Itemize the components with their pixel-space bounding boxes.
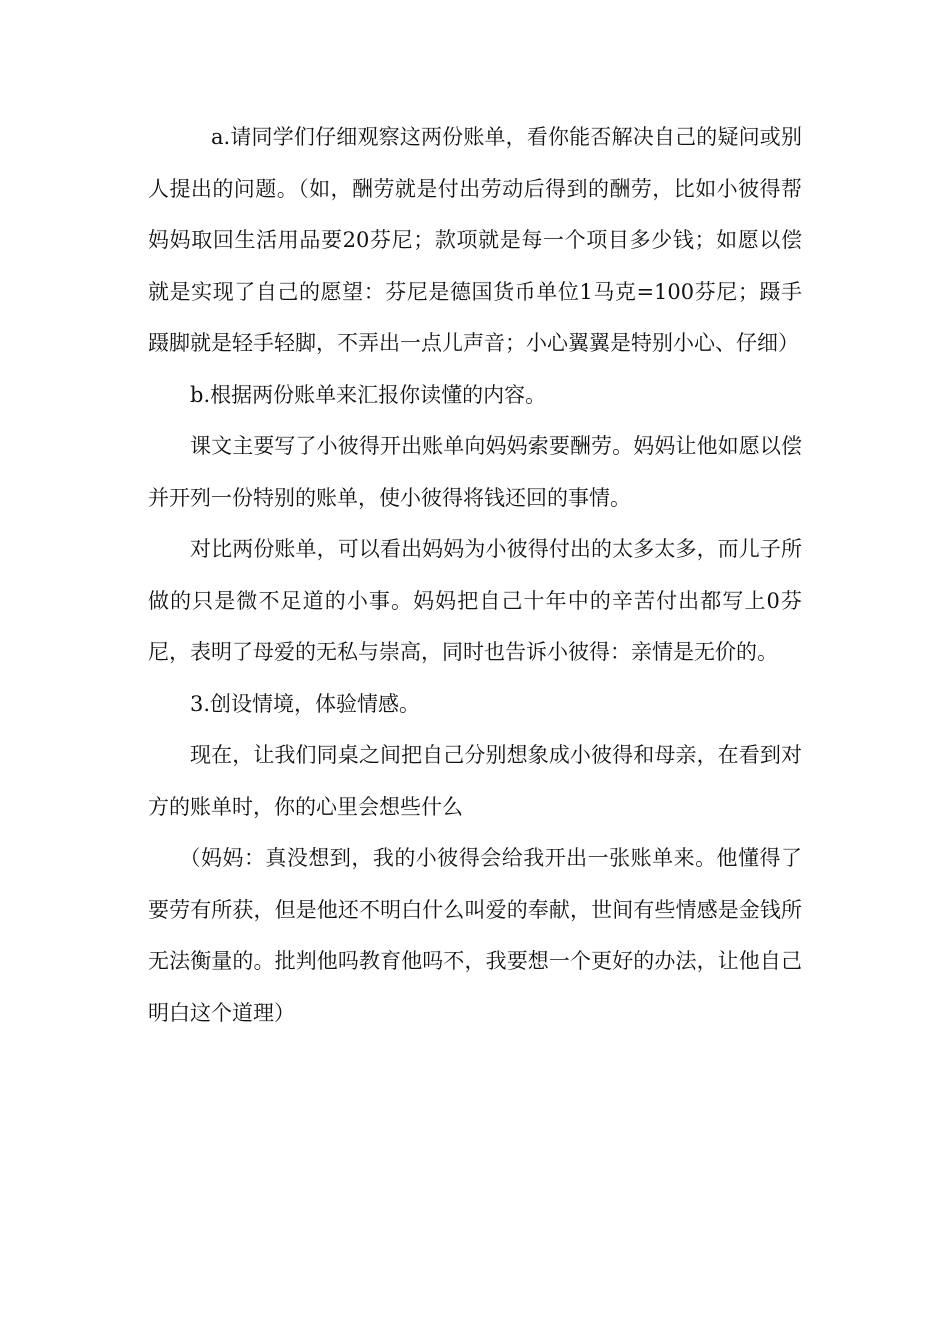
document-body (148, 112, 802, 1039)
paragraph-report-instruction: b.根据两份账单来汇报你读懂的内容。 (190, 382, 547, 407)
paragraph-observe-bills: a.请同学们仔细观察这两份账单，看你能否解决自己的疑问或别人提出的问题。（如，酬劳就是付出劳动后得到的酬劳，比如小彼得帮妈妈取回生活用品要20芬尼；款项就是每一个项目多少钱；如愿以偿就是实现了自己的愿望：芬尼是德国货币单位1马克=100芬尼；蹑手蹑脚就是轻手轻脚，不弄出一点儿声音；小心翼翼是特别小心、仔细） (148, 125, 802, 355)
paragraph-role-play: 现在，让我们同桌之间把自己分别想象成小彼得和母亲，在看到对方的账单时，你的心里会想些什么 (148, 743, 802, 819)
paragraph-mother-thoughts: （妈妈：真没想到，我的小彼得会给我开出一张账单来。他懂得了要劳有所获，但是他还不明白什么叫爱的奉献，世间有些情感是金钱所无法衡量的。批判他吗教育他吗不，我要想一个更好的办法，让他自己明白这个道理） (148, 846, 802, 1025)
paragraph-text-summary: 课文主要写了小彼得开出账单向妈妈索要酬劳。妈妈让他如愿以偿并开列一份特别的账单，使小彼得将钱还回的事情。 (148, 434, 802, 510)
paragraph-section-heading: 3.创设情境，体验情感。 (190, 691, 421, 716)
paragraph-compare-bills: 对比两份账单，可以看出妈妈为小彼得付出的太多太多，而儿子所做的只是微不足道的小事。妈妈把自己十年中的辛苦付出都写上0芬尼，表明了母爱的无私与崇高，同时也告诉小彼得：亲情是无价的。 (148, 537, 802, 664)
